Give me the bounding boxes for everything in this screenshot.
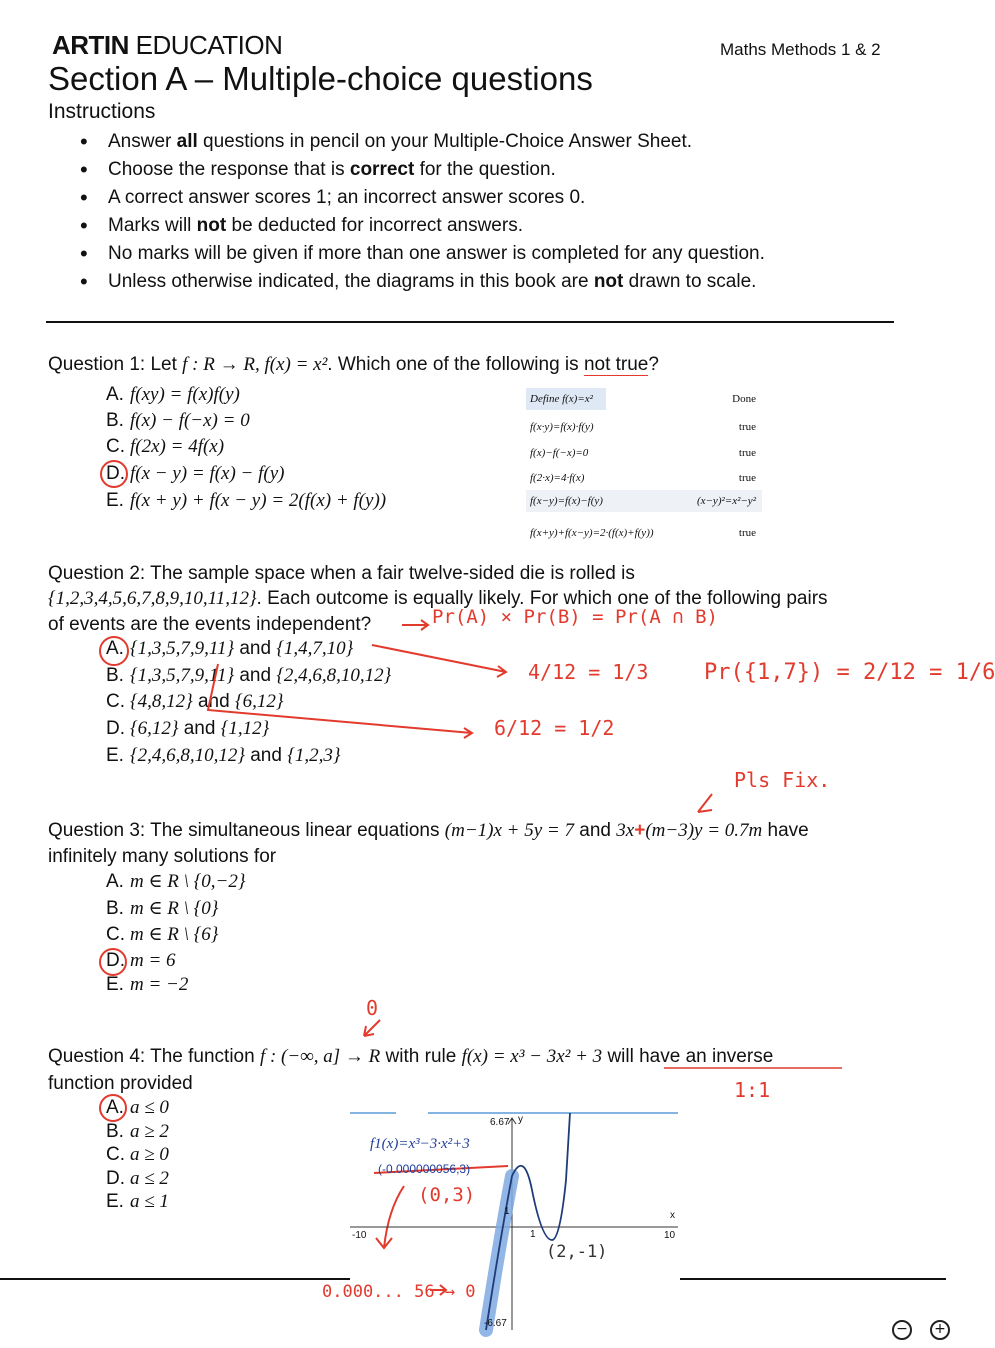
instruction-item: • Unless otherwise indicated, the diagrams in this book are not drawn to scale. (80, 268, 765, 296)
q3-option-a[interactable]: A. m ∈ R \ {0,−2} (106, 871, 246, 892)
graph-xmax-label: 10 (664, 1230, 676, 1241)
q1-underlined-not-true: not true (583, 354, 649, 375)
q3-stem-line2: infinitely many solutions for (48, 846, 277, 867)
q4-stem-line1: Question 4: The function f : (−∞, a] → R with rule f(x) = x³ − 3x² + 3 will have an inverse (48, 1046, 774, 1067)
q4-option-b[interactable]: B. a ≥ 2 (106, 1121, 169, 1142)
calc-row: f(x−y)=f(x)−f(y) (x−y)²=x²−y² (526, 490, 762, 512)
graph-xmin-label: -10 (352, 1230, 367, 1241)
course-title: Maths Methods 1 & 2 (720, 40, 881, 59)
instruction-item: • No marks will be given if more than one answer is completed for any question. (80, 240, 765, 268)
q3-handwritten-plus: + (634, 820, 646, 841)
calc-row: f(2·x)=4·f(x) true (530, 472, 756, 484)
q2-handwritten-formula: Pr(A) × Pr(B) = Pr(A ∩ B) (432, 606, 718, 628)
brand-rest: EDUCATION (128, 30, 283, 60)
q2-option-c[interactable]: C. {4,8,12} and {6,12} (106, 691, 284, 712)
bottom-rule-left (0, 1278, 350, 1280)
q2-stem-line1: Question 2: The sample space when a fair twelve-sided die is rolled is (48, 563, 635, 584)
graph-x-tick-one: 1 (530, 1229, 536, 1240)
graph-function-label: f1(x)=x³−3·x²+3 (370, 1136, 470, 1152)
q2-option-d[interactable]: D. {6,12} and {1,12} (106, 718, 270, 739)
zoom-out-icon[interactable]: − (892, 1320, 912, 1340)
instruction-item: • A correct answer scores 1; an incorrect answer scores 0. (80, 184, 765, 212)
instructions-heading: Instructions (48, 100, 156, 123)
q2-handwritten-pr: Pr({1,7}) = 2/12 = 1/6 (704, 660, 995, 685)
q4-handwritten-approx: 0.000... 56 → 0 (322, 1282, 476, 1302)
q3-option-c[interactable]: C. m ∈ R \ {6} (106, 924, 219, 945)
instruction-item: • Answer all questions in pencil on your Multiple-Choice Answer Sheet. (80, 128, 765, 156)
q2-stem-line2: {1,2,3,4,5,6,7,8,9,10,11,12}. Each outcome is equally likely. For which one of the following pairs (48, 588, 828, 609)
section-title: Section A – Multiple-choice questions (48, 60, 593, 97)
calc-row: f(x)−f(−x)=0 true (530, 447, 756, 459)
q2-handwritten-fix: Pls Fix. (734, 768, 831, 792)
q2-option-b[interactable]: B. {1,3,5,7,9,11} and {2,4,6,8,10,12} (106, 665, 392, 686)
calc-row: f(x·y)=f(x)·f(y) true (530, 421, 756, 433)
q3-option-e[interactable]: E. m = −2 (106, 974, 189, 995)
q2-handwritten-frac2: 6/12 = 1/2 (494, 716, 615, 740)
q4-option-e[interactable]: E. a ≤ 1 (106, 1191, 169, 1212)
q4-stem-line2: function provided (48, 1073, 193, 1094)
graph-ymax-label: 6.67 (490, 1117, 510, 1128)
calc-row: Done (732, 393, 756, 405)
q1-option-a[interactable]: A. f(xy) = f(x)f(y) (106, 384, 240, 405)
q2-stem-line3: of events are the events independent? (48, 614, 372, 635)
q3-option-b[interactable]: B. m ∈ R \ {0} (106, 898, 219, 919)
brand-bold: ARTIN (52, 30, 129, 60)
graph-y-tick-one: 1 (504, 1206, 510, 1217)
calc-row: f(x+y)+f(x−y)=2·(f(x)+f(y)) true (530, 527, 756, 539)
graph-y-axis-label: y (518, 1114, 523, 1125)
q4-handwritten-min: (2,-1) (546, 1242, 608, 1262)
q1-option-c[interactable]: C. f(2x) = 4f(x) (106, 436, 225, 457)
zoom-in-icon[interactable]: + (930, 1320, 950, 1340)
q1-option-d[interactable]: D. f(x − y) = f(x) − f(y) (106, 463, 285, 484)
q4-handwritten-zero: 0 (366, 996, 379, 1020)
instruction-item: • Choose the response that is correct for the question. (80, 156, 765, 184)
q3-option-d[interactable]: D. m = 6 (106, 950, 176, 971)
q4-option-a[interactable]: A. a ≤ 0 (106, 1097, 169, 1118)
graph-x-axis-label: x (670, 1210, 675, 1221)
q2-option-a[interactable]: A. {1,3,5,7,9,11} and {1,4,7,10} (106, 638, 354, 659)
bottom-rule-right (680, 1278, 946, 1280)
graph-ymin-label: -6.67 (484, 1318, 507, 1329)
q3-stem-line1: Question 3: The simultaneous linear equations (m−1)x + 5y = 7 and 3x+(m−3)y = 0.7m have (48, 820, 809, 841)
instruction-item: • Marks will not be deducted for incorrect answers. (80, 212, 765, 240)
q1-option-e[interactable]: E. f(x + y) + f(x − y) = 2(f(x) + f(y)) (106, 490, 387, 511)
q1-stem: Question 1: Let f : R → R, f(x) = x². Which one of the following is not true? (48, 354, 659, 375)
q2-handwritten-frac1: 4/12 = 1/3 (528, 660, 649, 684)
q4-option-c[interactable]: C. a ≥ 0 (106, 1144, 169, 1165)
q2-option-e[interactable]: E. {2,4,6,8,10,12} and {1,2,3} (106, 745, 341, 766)
q4-handwritten-point: (0,3) (418, 1184, 476, 1206)
graph-point-label: (-0.000000056,3) (378, 1162, 471, 1176)
q4-option-d[interactable]: D. a ≤ 2 (106, 1168, 169, 1189)
calc-row: Define f(x)=x² (526, 388, 606, 410)
q4-handwritten-one-to-one: 1:1 (734, 1078, 771, 1102)
q1-option-b[interactable]: B. f(x) − f(−x) = 0 (106, 410, 250, 431)
